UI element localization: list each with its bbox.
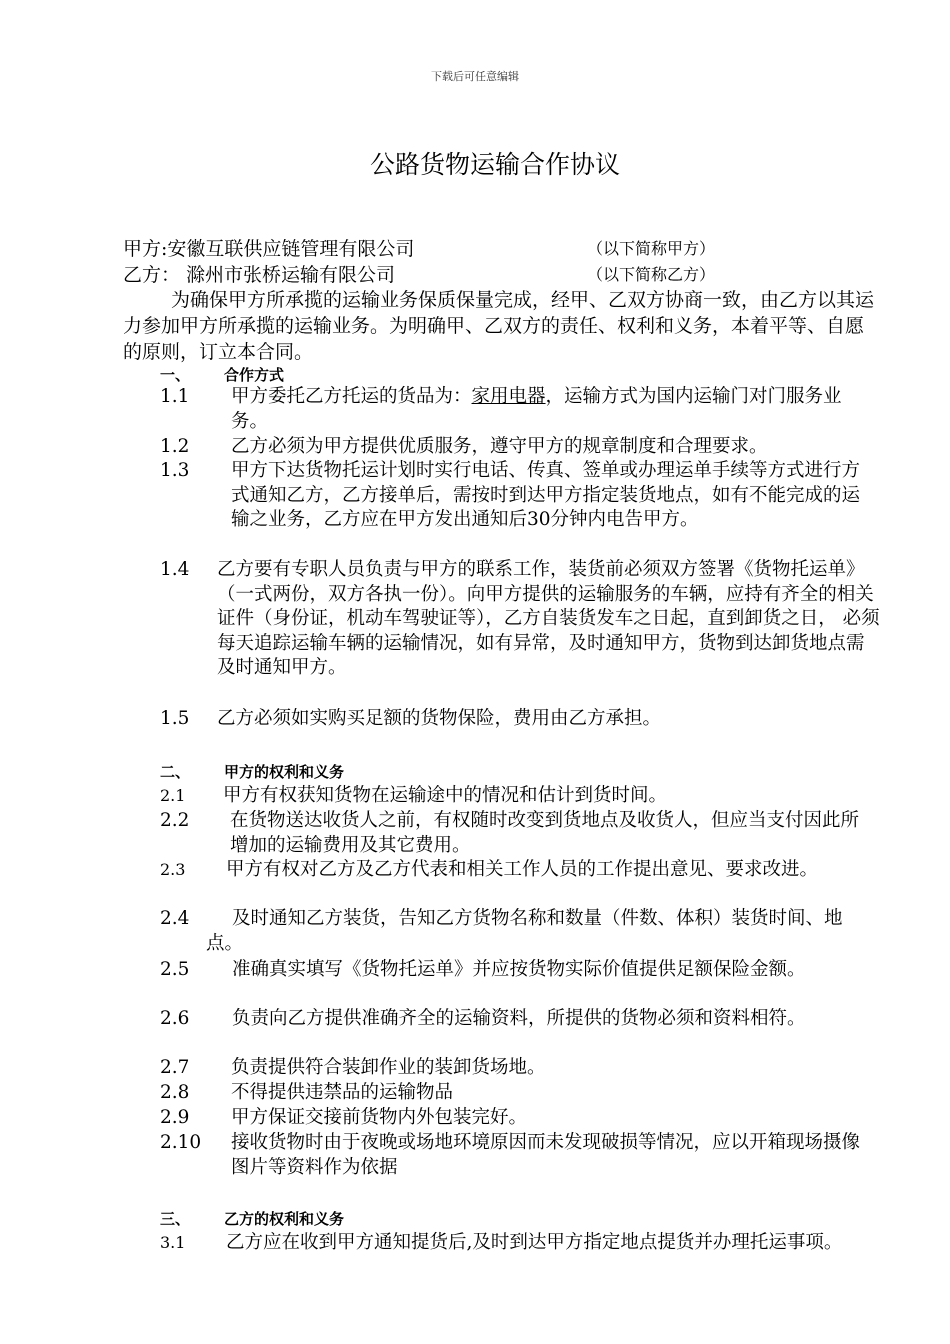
- section-title: 乙方的权利和义务: [224, 1210, 345, 1228]
- clause-text: 甲方有权对乙方及乙方代表和相关工作人员的工作提出意见、要求改进。: [226, 859, 819, 880]
- clause-1-4: [160, 558, 882, 681]
- clause-2-2: [160, 809, 872, 858]
- clause-2-8: [160, 1081, 872, 1106]
- party-b: [123, 260, 716, 287]
- clause-text: 甲方保证交接前货物内外包装完好。: [231, 1107, 528, 1128]
- clause-number: 2.6: [160, 1008, 190, 1029]
- party-b-name: 乙方： 滁州市张桥运输有限公司: [123, 264, 396, 286]
- clause-number: 2.1: [160, 786, 186, 805]
- clause-number: 2.3: [160, 860, 186, 879]
- clause-number: 2.7: [160, 1057, 190, 1078]
- section-title: 甲方的权利和义务: [224, 763, 345, 781]
- clause-2-10: [160, 1131, 872, 1180]
- clause-number: 2.8: [160, 1082, 190, 1103]
- clause-number: 2.9: [160, 1107, 190, 1128]
- clause-text: 不得提供违禁品的运输物品: [231, 1082, 454, 1103]
- section-number: 一、: [160, 366, 191, 384]
- clause-2-9: [160, 1106, 872, 1131]
- clause-1-3: [160, 459, 872, 533]
- section-number: 二、: [160, 763, 191, 781]
- clause-text: 甲方委托乙方托运的货品为：: [231, 386, 472, 407]
- clause-number: 2.2: [160, 810, 190, 831]
- document-title: 公路货物运输合作协议: [369, 150, 620, 179]
- clause-2-4: [160, 907, 872, 956]
- goods-type: 家用电器: [471, 386, 546, 407]
- party-a-name: 甲方:安徽互联供应链管理有限公司: [123, 238, 415, 260]
- clause-text: 乙方必须为甲方提供优质服务，遵守甲方的规章制度和合理要求。: [231, 436, 768, 457]
- clause-1-1: [160, 385, 872, 434]
- clause-text: 乙方必须如实购买足额的货物保险，费用由乙方承担。: [217, 708, 662, 729]
- clause-text: 在货物送达收货人之前，有权随时改变到货地点及收货人，但应当支付因此所增加的运输费用及其它费用。: [230, 810, 860, 856]
- clause-number: 3.1: [160, 1233, 186, 1252]
- clause-text: 甲方有权获知货物在运输途中的情况和估计到货时间。: [223, 785, 668, 806]
- clause-number: 1.1: [160, 386, 190, 407]
- party-a-abbrev: （以下简称甲方）: [587, 239, 716, 258]
- clause-number: 2.5: [160, 959, 190, 980]
- clause-2-3: [160, 858, 872, 883]
- clause-text: 负责向乙方提供准确齐全的运输资料，所提供的货物必须和资料相符。: [232, 1008, 806, 1029]
- clause-2-5: [160, 958, 872, 983]
- clause-text: 负责提供符合装卸作业的装卸货场地。: [231, 1057, 546, 1078]
- section-heading-2: [160, 761, 344, 782]
- clause-text: 乙方要有专职人员负责与甲方的联系工作，装货前必须双方签署《货物托运单》（一式两份，双方各执一份）。向甲方提供的运输服务的车辆，应持有齐全的相关证件（身份证，机动车驾驶证等），乙方自装货发车之日起，直到卸货之日， 必须每天追踪运输车辆的运输情况，如有异常，及时通知甲方，货物到达卸货地点需及时通知甲方。: [217, 559, 880, 678]
- clause-2-7: [160, 1056, 872, 1081]
- clause-number: 2.10: [160, 1132, 202, 1153]
- clause-2-1: [160, 784, 872, 809]
- clause-number: 1.4: [160, 559, 190, 580]
- intro-paragraph: 为确保甲方所承揽的运输业务保质保量完成，经甲、乙双方协商一致，由乙方以其运力参加甲方所承揽的运输业务。为明确甲、乙双方的责任、权利和义务，本着平等、自愿的原则，订立本合同。: [123, 289, 875, 363]
- clause-2-6: [160, 1007, 872, 1032]
- section-heading-1: [160, 364, 284, 385]
- party-b-abbrev: （以下简称乙方）: [587, 265, 716, 284]
- party-a: [123, 234, 716, 261]
- clause-1-5: [160, 707, 872, 732]
- clause-text: 及时通知乙方装货，告知乙方货物名称和数量（件数、体积）装货时间、地点。: [206, 908, 843, 954]
- header-note: 下载后可任意编辑: [431, 70, 519, 83]
- clause-text: 甲方下达货物托运计划时实行电话、传真、签单或办理运单手续等方式进行方式通知乙方，乙方接单后，需按时到达甲方指定装货地点，如有不能完成的运输之业务，乙方应在甲方发出通知后30分钟内电告甲方。: [231, 460, 861, 530]
- section-title: 合作方式: [224, 366, 285, 384]
- clause-number: 1.3: [160, 460, 190, 481]
- clause-3-1: [160, 1231, 872, 1256]
- clause-text: 乙方应在收到甲方通知提货后,及时到达甲方指定地点提货并办理托运事项。: [226, 1232, 843, 1253]
- clause-text: 准确真实填写《货物托运单》并应按货物实际价值提供足额保险金额。: [232, 959, 806, 980]
- clause-text: 接收货物时由于夜晚或场地环境原因而未发现破损等情况，应以开箱现场摄像图片等资料作为依据: [231, 1132, 861, 1178]
- section-number: 三、: [160, 1210, 191, 1228]
- clause-number: 1.2: [160, 436, 190, 457]
- clause-text-cont: ，运输方式为国内运输门对门服务业务。: [231, 386, 842, 432]
- section-heading-3: [160, 1208, 344, 1229]
- clause-number: 2.4: [160, 908, 190, 929]
- clause-number: 1.5: [160, 708, 190, 729]
- clause-1-2: [160, 435, 880, 460]
